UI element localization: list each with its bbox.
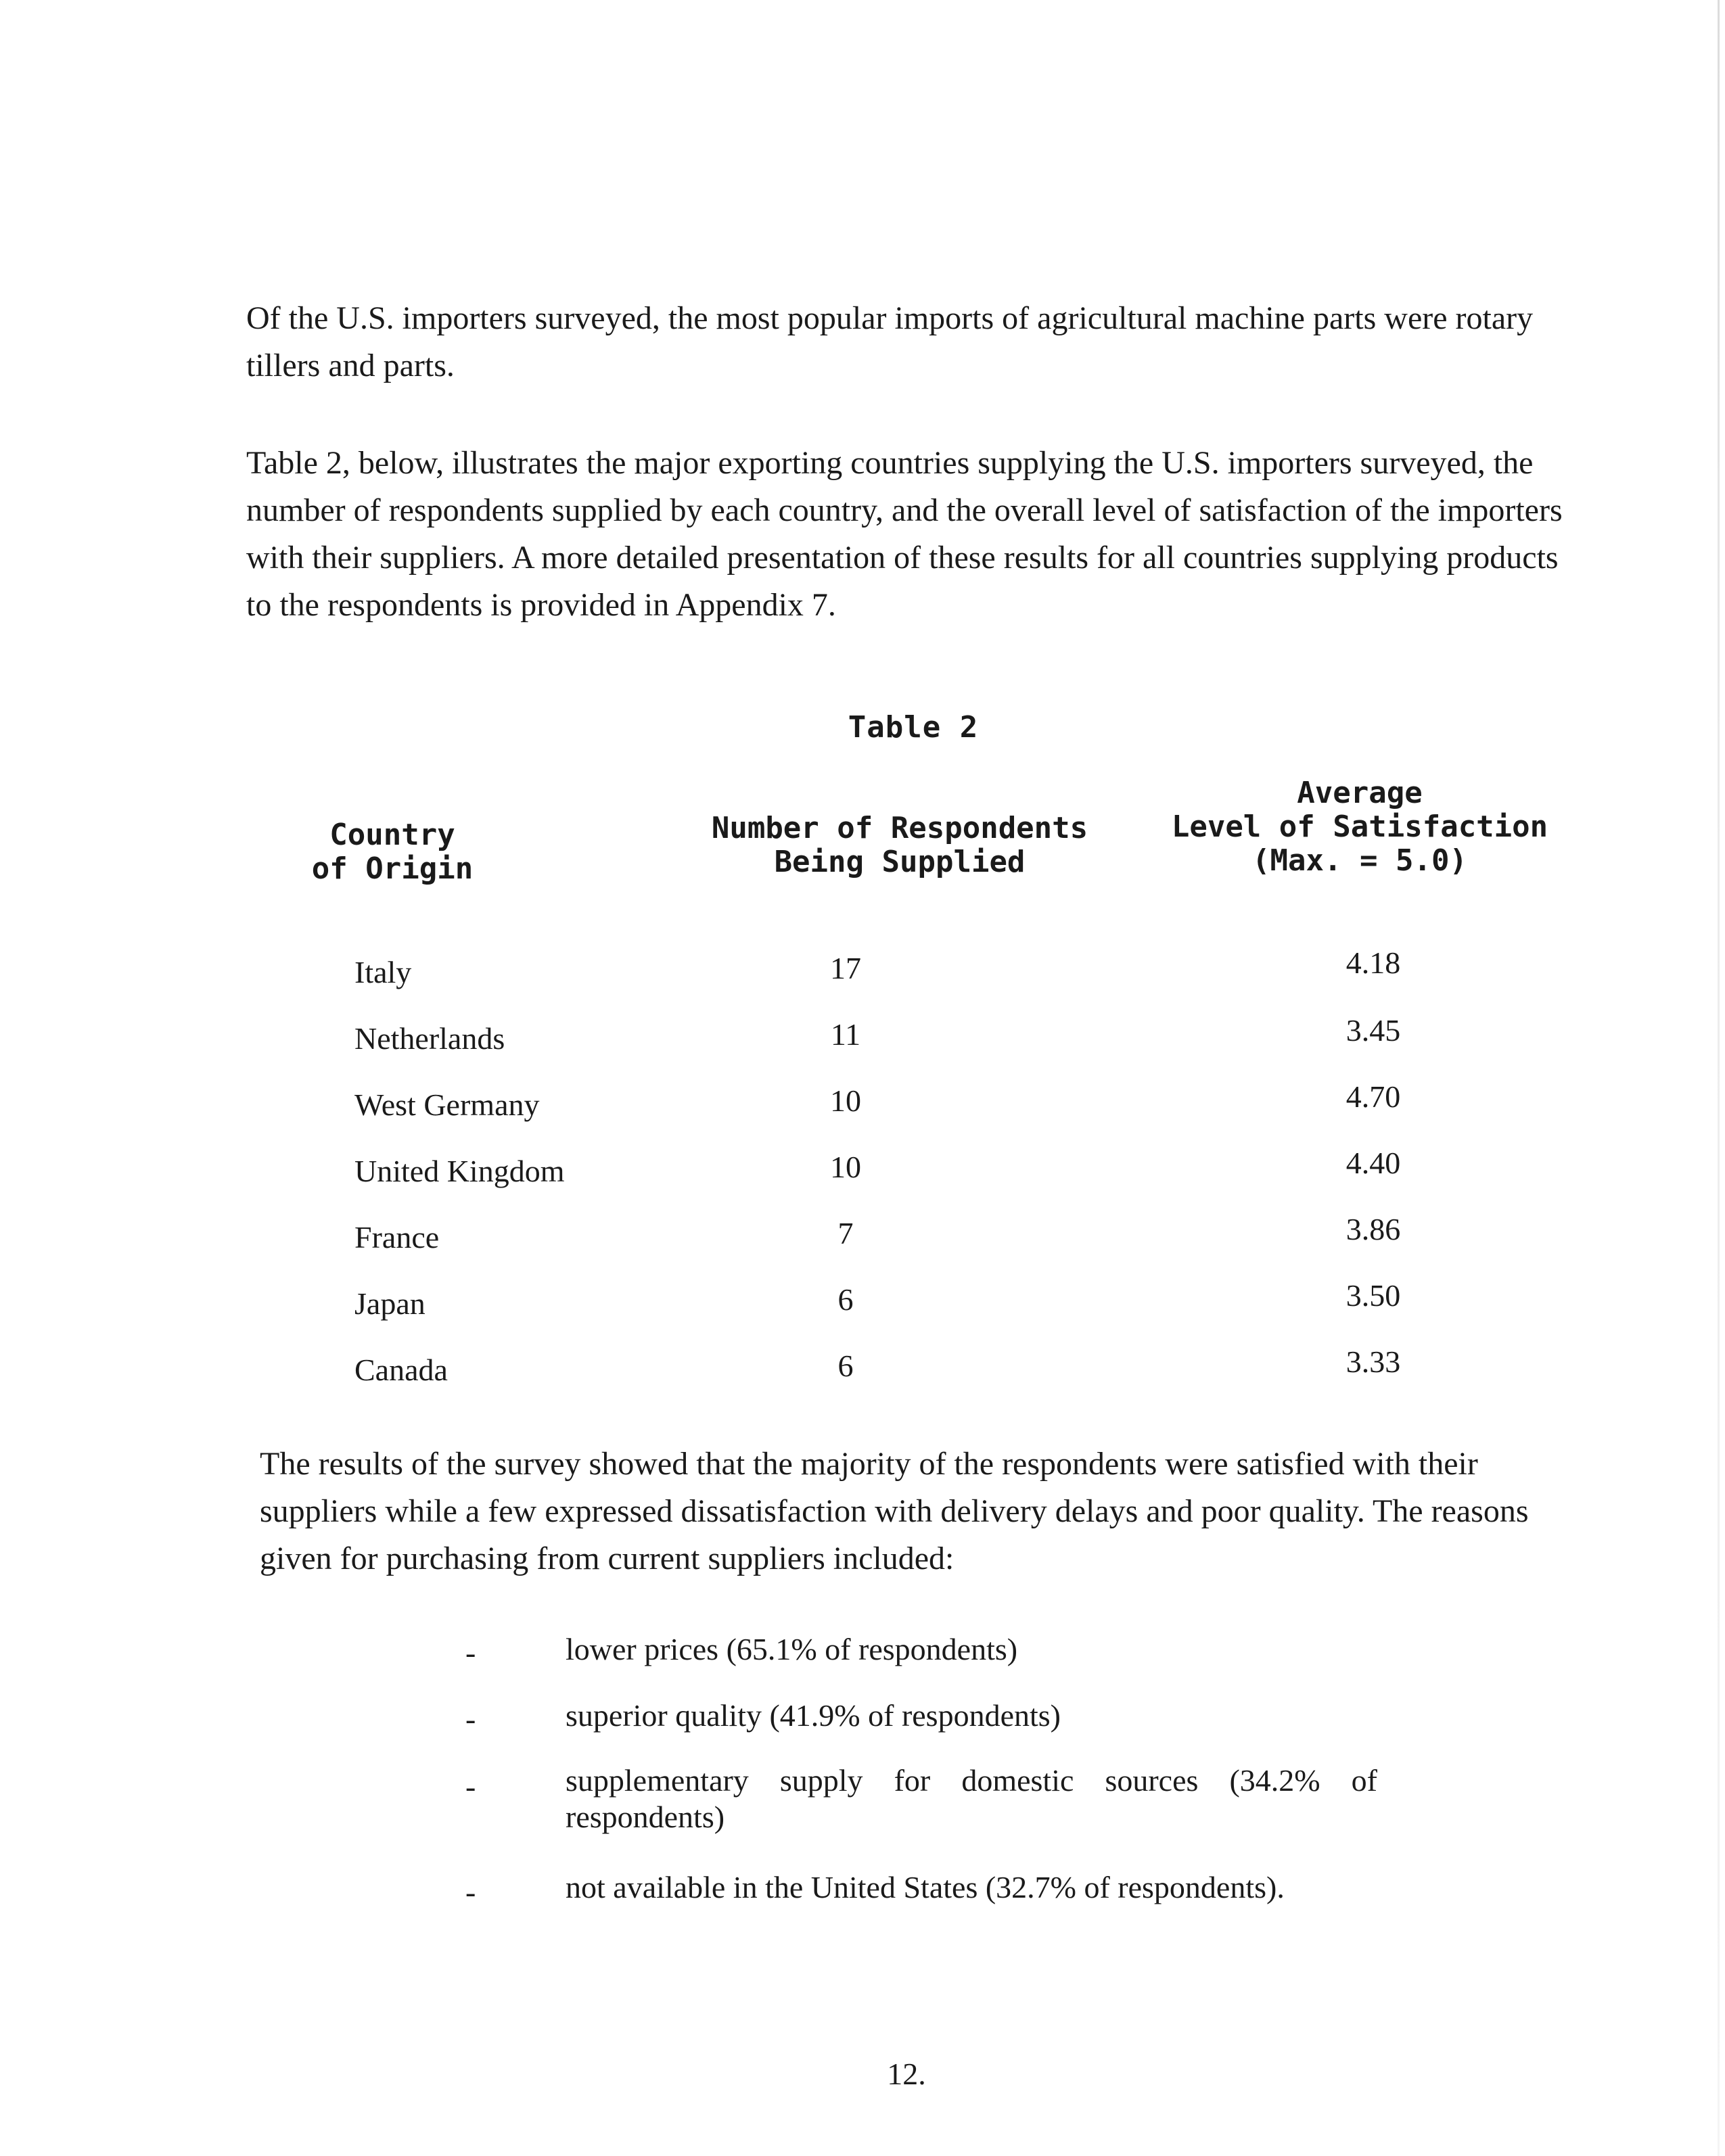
cell-country: Italy <box>354 955 412 989</box>
column-header-line: Number of Respondents <box>711 811 1088 845</box>
bullet-dash: - <box>465 1635 476 1670</box>
cell-number: 10 <box>830 1150 861 1184</box>
cell-number: 10 <box>830 1083 861 1118</box>
cell-country: West Germany <box>354 1087 540 1122</box>
column-header-line: Average <box>1297 776 1423 810</box>
cell-number: 6 <box>837 1349 854 1383</box>
cell-satisfaction: 3.50 <box>1346 1278 1401 1313</box>
bullet-dash: - <box>465 1769 476 1804</box>
cell-satisfaction: 4.70 <box>1346 1079 1401 1114</box>
column-header-line: of Origin <box>311 851 474 886</box>
intro-paragraph: Of the U.S. importers surveyed, the most popular imports of agricultural machine parts were rotary tillers and parts. <box>246 300 1534 383</box>
cell-satisfaction: 4.18 <box>1346 945 1401 980</box>
column-header-number <box>622 812 1177 879</box>
table-title: Table 2 <box>848 710 979 745</box>
cell-satisfaction: 3.86 <box>1346 1212 1401 1246</box>
column-header-line: Level of Satisfaction <box>1171 810 1548 844</box>
cell-satisfaction: 3.33 <box>1346 1344 1401 1379</box>
bullet-dash: - <box>465 1875 476 1909</box>
results-paragraph: The results of the survey showed that the majority of the respondents were satisfied with their suppliers while a few expressed dissatisfaction with delivery delays and poor quality. The reasons given for purchasing from current suppliers included: <box>260 1446 1529 1576</box>
cell-country: United Kingdom <box>354 1154 565 1188</box>
reason-item: superior quality (41.9% of respondents) <box>566 1698 1061 1733</box>
reason-item: supplementary supply for domestic sources (34.2% of respondents) <box>566 1763 1377 1834</box>
reason-item: lower prices (65.1% of respondents) <box>566 1632 1018 1666</box>
cell-country: Japan <box>354 1286 426 1321</box>
cell-satisfaction: 4.40 <box>1346 1146 1401 1180</box>
column-header-country <box>271 818 514 886</box>
cell-number: 7 <box>837 1216 854 1250</box>
cell-satisfaction: 3.45 <box>1346 1013 1401 1048</box>
reason-item: not available in the United States (32.7% of respondents). <box>566 1870 1285 1904</box>
column-header-line: (Max. = 5.0) <box>1252 843 1467 878</box>
cell-country: Canada <box>354 1353 448 1387</box>
cell-number: 17 <box>830 951 861 985</box>
page-edge-line <box>1718 0 1720 2156</box>
table-intro-paragraph: Table 2, below, illustrates the major exporting countries supplying the U.S. importers surveyed, the number of respondents supplied by each country, and the overall level of satisfaction of the importers with their suppliers. A more detailed presentation of these results for all countries supplying products to the respondents is provided in Appendix 7. <box>246 445 1563 623</box>
column-header-line: Being Supplied <box>774 845 1026 879</box>
column-header-satisfaction <box>1136 776 1583 878</box>
bullet-dash: - <box>465 1702 476 1736</box>
page-number: 12. <box>887 2057 926 2091</box>
column-header-line: Country <box>329 818 455 852</box>
cell-country: Netherlands <box>354 1021 505 1056</box>
cell-country: France <box>354 1220 440 1255</box>
cell-number: 6 <box>837 1282 854 1317</box>
cell-number: 11 <box>830 1017 861 1052</box>
